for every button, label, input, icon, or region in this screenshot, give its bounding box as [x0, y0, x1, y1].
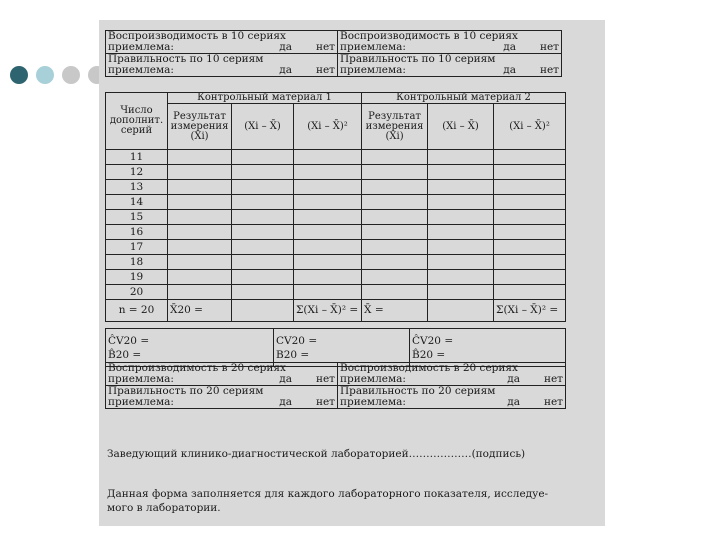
- bottom-acceptance-table: [105, 362, 566, 409]
- slide-dot-2[interactable]: [36, 66, 54, 84]
- slide-dot-1[interactable]: [10, 66, 28, 84]
- form-note-line-1: Данная форма заполняется для каждого лабораторного показателя, исследуе-: [107, 488, 549, 500]
- result-header-1: Результат измерения (Xi): [168, 104, 232, 150]
- table-row: 12: [106, 165, 566, 180]
- sq-header-2: (Xi – X̄)²: [494, 104, 566, 150]
- correct20-cell-right: Правильность по 20 сериям приемлема: да нет: [338, 386, 566, 409]
- slide-dot-3[interactable]: [62, 66, 80, 84]
- table-row: 15: [106, 210, 566, 225]
- control2-header: Контрольный материал 2: [362, 93, 566, 104]
- table-row: 20: [106, 285, 566, 300]
- table-row: 16: [106, 225, 566, 240]
- table-row: 13: [106, 180, 566, 195]
- result-header-2: Результат измерения (Xi): [362, 104, 428, 150]
- repro10-cell-right: Воспроизводимость в 10 сериях приемлема: да нет: [338, 31, 562, 54]
- control1-header: Контрольный материал 1: [168, 93, 362, 104]
- table-row: 14: [106, 195, 566, 210]
- form-note-line-2: мого в лаборатории.: [107, 502, 221, 514]
- correct10-cell-left: Правильность по 10 сериям приемлема: да нет: [106, 54, 338, 77]
- summary-row: [106, 300, 566, 322]
- xbar-cell[interactable]: X̄ =: [362, 300, 428, 322]
- correct10-cell-right: Правильность по 10 сериям приемлема: да нет: [338, 54, 562, 77]
- stats-left: ĈV20 = B̂20 =: [106, 329, 274, 367]
- sq-header-1: (Xi – X̄)²: [294, 104, 362, 150]
- stats-right: ĈV20 = B̂20 =: [410, 329, 566, 367]
- repro20-cell-left: Воспроизводимость в 20 сериях приемлема: да нет: [106, 363, 338, 386]
- slide-dots: [10, 66, 106, 84]
- table-row: 17: [106, 240, 566, 255]
- sum-cell-1[interactable]: Σ(Xi – X̄)² =: [294, 300, 362, 322]
- table-row: 18: [106, 255, 566, 270]
- dev-header-1: (Xi – X̄): [232, 104, 294, 150]
- head-signature-line: Заведующий клинико-диагностической лабораторией………………(подпись): [107, 448, 526, 460]
- repro20-cell-right: Воспроизводимость в 20 сериях приемлема: да нет: [338, 363, 566, 386]
- table-row: 11: [106, 150, 566, 165]
- col-series-header: Число дополнит. серий: [106, 93, 168, 150]
- repro10-cell-left: Воспроизводимость в 10 сериях приемлема: да нет: [106, 31, 338, 54]
- stats-mid: CV20 = B20 =: [274, 329, 410, 367]
- series-data-table: [105, 92, 566, 322]
- x20-cell[interactable]: X̄20 =: [168, 300, 232, 322]
- n-label: n = 20: [106, 300, 168, 322]
- correct20-cell-left: Правильность по 20 сериям приемлема: да нет: [106, 386, 338, 409]
- sum-cell-2[interactable]: Σ(Xi – X̄)² =: [494, 300, 566, 322]
- dev-header-2: (Xi – X̄): [428, 104, 494, 150]
- table-row: 19: [106, 270, 566, 285]
- top-acceptance-table: [105, 30, 562, 77]
